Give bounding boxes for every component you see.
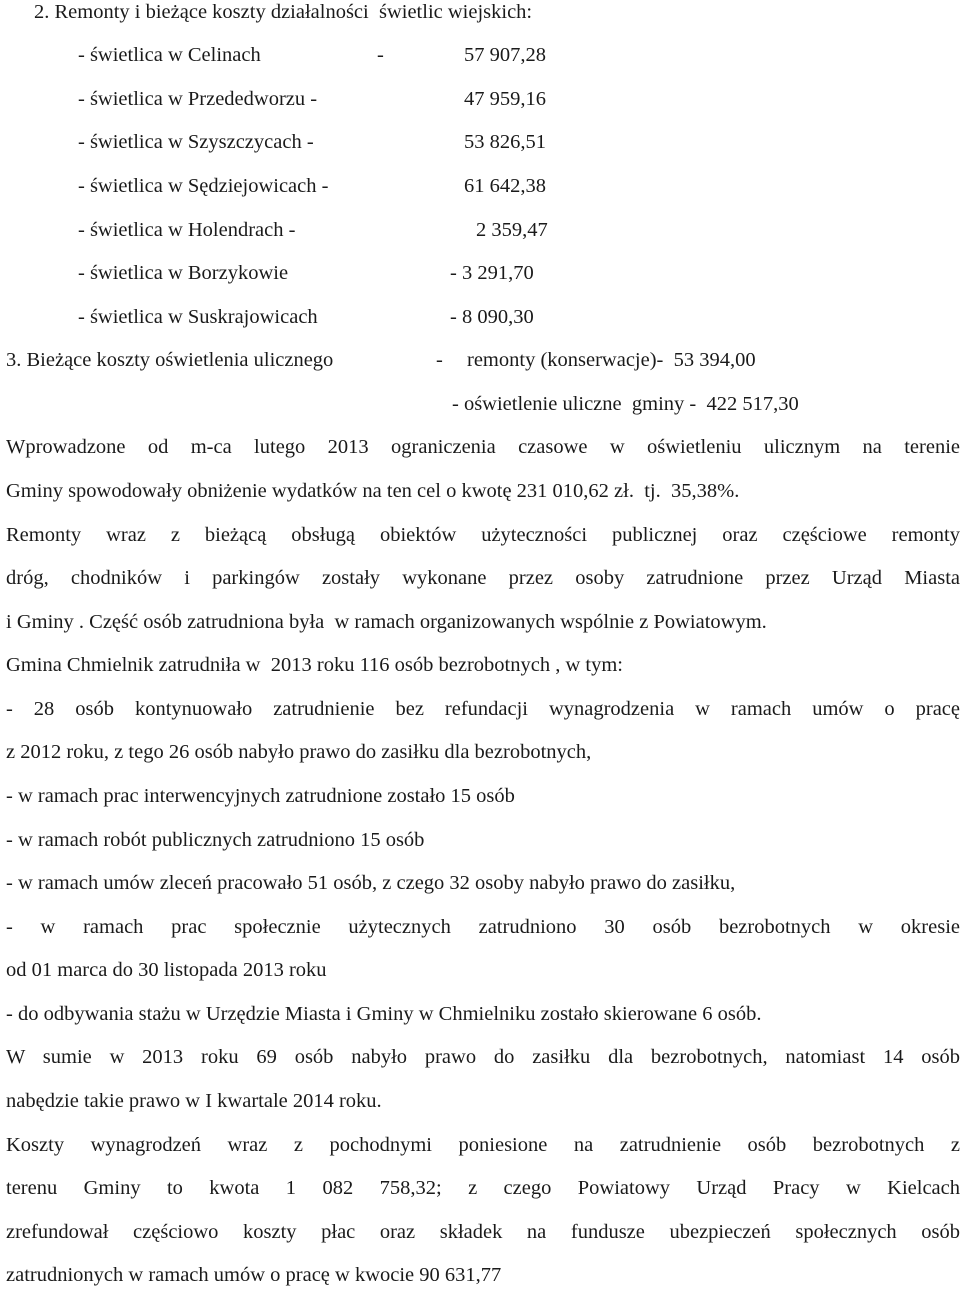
list-item-value: 47 959,16 bbox=[464, 88, 546, 110]
list-item-value: 61 642,38 bbox=[464, 175, 546, 197]
list-item-label: - świetlica w Szyszczycach - bbox=[78, 131, 314, 153]
list-item-label: - świetlica w Przededworzu - bbox=[78, 88, 318, 110]
section-2-heading: 2. Remonty i bieżące koszty działalności świetlic wiejskich: bbox=[34, 1, 533, 23]
list-item-label: - świetlica w Suskrajowicach bbox=[78, 306, 318, 328]
body-line: z 2012 roku, z tego 26 osób nabyło prawo do zasiłku dla bezrobotnych, bbox=[6, 741, 592, 763]
section-3-dash: - bbox=[436, 349, 443, 371]
body-line: - w ramach prac społecznie użytecznych zatrudniono 30 osób bezrobotnych w okresie bbox=[6, 916, 960, 938]
list-item-separator: - bbox=[377, 44, 384, 66]
body-line: W sumie w 2013 roku 69 osób nabyło prawo do zasiłku dla bezrobotnych, natomiast 14 osób bbox=[6, 1046, 960, 1068]
list-item-value: - 3 291,70 bbox=[450, 262, 534, 284]
list-item-value: 2 359,47 bbox=[476, 219, 548, 241]
body-line: - do odbywania stażu w Urzędzie Miasta i Gminy w Chmielniku zostało skierowane 6 osób. bbox=[6, 1003, 762, 1025]
section-3-line-1: remonty (konserwacje)- 53 394,00 bbox=[467, 349, 756, 371]
list-item-label: - świetlica w Holendrach - bbox=[78, 219, 296, 241]
body-line: zrefundował częściowo koszty płac oraz składek na fundusze ubezpieczeń społecznych osób bbox=[6, 1221, 960, 1243]
body-line: od 01 marca do 30 listopada 2013 roku bbox=[6, 959, 327, 981]
list-item-label: - świetlica w Celinach bbox=[78, 44, 261, 66]
body-line: Gminy spowodowały obniżenie wydatków na ten cel o kwotę 231 010,62 zł. tj. 35,38%. bbox=[6, 480, 740, 502]
body-line: Wprowadzone od m-ca lutego 2013 ograniczenia czasowe w oświetleniu ulicznym na terenie bbox=[6, 436, 960, 458]
body-line: Koszty wynagrodzeń wraz z pochodnymi poniesione na zatrudnienie osób bezrobotnych z bbox=[6, 1134, 960, 1156]
body-line: Gmina Chmielnik zatrudniła w 2013 roku 116 osób bezrobotnych , w tym: bbox=[6, 654, 623, 676]
list-item-value: 53 826,51 bbox=[464, 131, 546, 153]
body-line: Remonty wraz z bieżącą obsługą obiektów użyteczności publicznej oraz częściowe remonty bbox=[6, 524, 960, 546]
body-line: nabędzie takie prawo w I kwartale 2014 roku. bbox=[6, 1090, 382, 1112]
list-item-label: - świetlica w Borzykowie bbox=[78, 262, 289, 284]
list-item-label: - świetlica w Sędziejowicach - bbox=[78, 175, 329, 197]
body-line: - w ramach umów zleceń pracowało 51 osób, z czego 32 osoby nabyło prawo do zasiłku, bbox=[6, 872, 736, 894]
section-3-line-2: - oświetlenie uliczne gminy - 422 517,30 bbox=[452, 393, 799, 415]
body-line: dróg, chodników i parkingów zostały wykonane przez osoby zatrudnione przez Urząd Miasta bbox=[6, 567, 960, 589]
body-line: - w ramach robót publicznych zatrudniono 15 osób bbox=[6, 829, 425, 851]
body-line: i Gminy . Część osób zatrudniona była w ramach organizowanych wspólnie z Powiatowym. bbox=[6, 611, 767, 633]
body-line: - w ramach prac interwencyjnych zatrudnione zostało 15 osób bbox=[6, 785, 515, 807]
body-line: - 28 osób kontynuowało zatrudnienie bez refundacji wynagrodzenia w ramach umów o pracę bbox=[6, 698, 960, 720]
body-line: zatrudnionych w ramach umów o pracę w kwocie 90 631,77 bbox=[6, 1264, 502, 1286]
list-item-value: - 8 090,30 bbox=[450, 306, 534, 328]
list-item-value: 57 907,28 bbox=[464, 44, 546, 66]
body-line: terenu Gminy to kwota 1 082 758,32; z czego Powiatowy Urząd Pracy w Kielcach bbox=[6, 1177, 960, 1199]
section-3-heading: 3. Bieżące koszty oświetlenia ulicznego bbox=[6, 349, 334, 371]
